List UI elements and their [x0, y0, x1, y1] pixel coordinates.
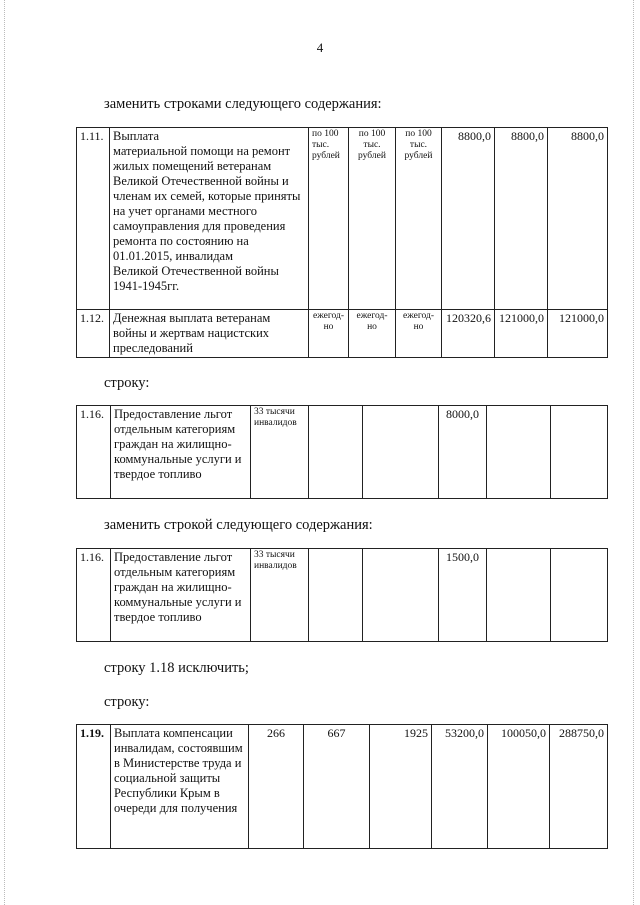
row-name: Денежная выплата ветеранам войны и жертвам нацистских преследований: [110, 310, 309, 358]
value-cell: 288750,0: [550, 725, 608, 849]
table-row-1-19: [76, 724, 608, 849]
value-cell: 121000,0: [495, 310, 548, 358]
unit-cell: ежегод-но: [396, 310, 442, 358]
count-cell: 1925: [370, 725, 432, 849]
row-number: 1.16.: [77, 406, 111, 499]
row-number: 1.11.: [77, 128, 110, 310]
unit-cell: по 100 тыс. рублей: [349, 128, 396, 310]
table-row-1-16-new: [76, 548, 608, 642]
value-cell: 8800,0: [495, 128, 548, 310]
row-name: Выплата материальной помощи на ремонт жилых помещений ветеранам Великой Отечественной войны и членам их семей, которые приняты на учет органами местного самоуправления для проведения ремонта по состоянию на 01.01.2015, инвалидам Великой Отечественной войны 1941-1945гг.: [110, 128, 309, 310]
unit-cell: 33 тысячи инвалидов: [251, 406, 309, 499]
row-number: 1.16.: [77, 549, 111, 642]
table-row: [77, 310, 608, 358]
empty-cell: [309, 549, 363, 642]
row-label-text: строку:: [104, 375, 150, 391]
value-cell: 1500,0: [439, 549, 487, 642]
margin-line-right: [633, 0, 635, 905]
replace-row-text: заменить строкой следующего содержания:: [104, 517, 373, 533]
value-cell: 8800,0: [442, 128, 495, 310]
unit-cell: 33 тысячи инвалидов: [251, 549, 309, 642]
unit-cell: ежегод-но: [309, 310, 349, 358]
empty-cell: [487, 549, 551, 642]
table-row: [77, 406, 608, 499]
empty-cell: [363, 549, 439, 642]
table-row: [77, 128, 608, 310]
empty-cell: [487, 406, 551, 499]
value-cell: 100050,0: [488, 725, 550, 849]
count-cell: 667: [304, 725, 370, 849]
row-label-text: строку:: [104, 694, 150, 710]
value-cell: 53200,0: [432, 725, 488, 849]
empty-cell: [363, 406, 439, 499]
empty-cell: [551, 406, 608, 499]
empty-cell: [309, 406, 363, 499]
table-row: [77, 725, 608, 849]
value-cell: 8800,0: [548, 128, 608, 310]
replace-rows-text: заменить строками следующего содержания:: [104, 96, 382, 112]
unit-cell: по 100 тыс. рублей: [396, 128, 442, 310]
row-name: Выплата компенсации инвалидам, состоявшим в Министерстве труда и социальной защиты Республики Крым в очереди для получения: [111, 725, 249, 849]
row-name: Предоставление льгот отдельным категориям граждан на жилищно-коммунальные услуги и твердое топливо: [111, 549, 251, 642]
unit-cell: по 100 тыс. рублей: [309, 128, 349, 310]
value-cell: 121000,0: [548, 310, 608, 358]
margin-line-left: [4, 0, 6, 905]
row-number: 1.12.: [77, 310, 110, 358]
table-row: [77, 549, 608, 642]
count-cell: 266: [249, 725, 304, 849]
unit-cell: ежегод-но: [349, 310, 396, 358]
page-number: 4: [316, 40, 324, 55]
row-number: 1.19.: [77, 725, 111, 849]
row-name: Предоставление льгот отдельным категориям граждан на жилищно-коммунальные услуги и твердое топливо: [111, 406, 251, 499]
table-rows-1-11-1-12: [76, 127, 608, 358]
value-cell: 120320,6: [442, 310, 495, 358]
table-row-1-16-old: [76, 405, 608, 499]
delete-row-text: строку 1.18 исключить;: [104, 660, 249, 676]
value-cell: 8000,0: [439, 406, 487, 499]
empty-cell: [551, 549, 608, 642]
